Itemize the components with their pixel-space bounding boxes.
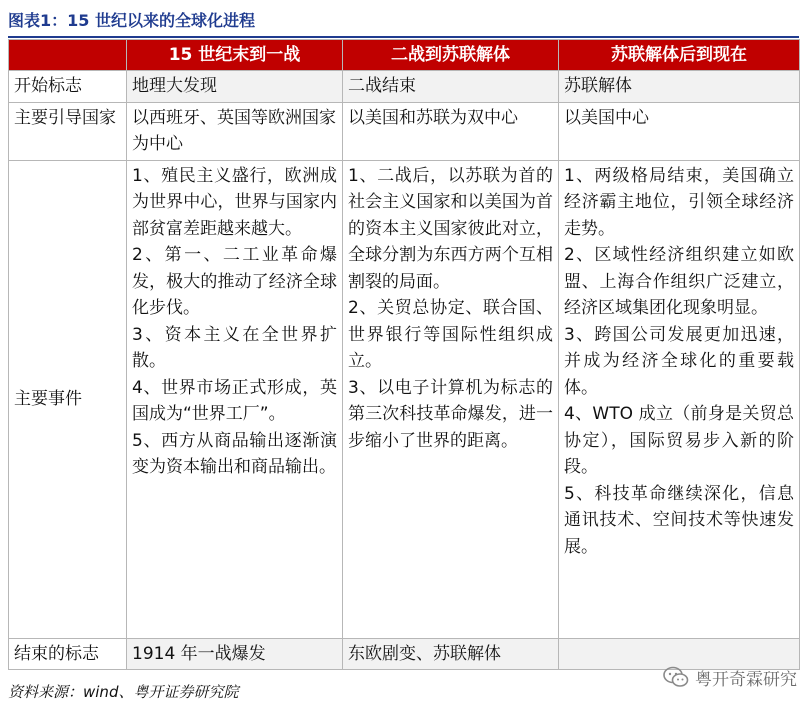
event-item: 3、跨国公司发展更加迅速，并成为经济全球化的重要载体。: [564, 324, 794, 398]
event-item: 2、第一、二工业革命爆发，极大的推动了经济全球化步伐。: [132, 245, 337, 318]
source-note: 资料来源：wind、粤开证券研究院: [8, 683, 239, 701]
cell-events-1: [127, 160, 343, 638]
wechat-icon: [663, 666, 689, 688]
row-label-events: 主要事件: [9, 160, 127, 638]
row-leaders: [9, 102, 800, 160]
event-item: 5、科技革命继续深化，信息通讯技术、空间技术等快速发展。: [564, 483, 794, 557]
watermark: [663, 662, 797, 692]
cell-end-1: 1914 年一战爆发: [127, 638, 343, 670]
header-period-2: 二战到苏联解体: [343, 40, 559, 71]
cell-leaders-1: 以西班牙、英国等欧洲国家为中心: [127, 102, 343, 160]
cell-start-2: 二战结束: [343, 71, 559, 103]
cell-leaders-2: 以美国和苏联为双中心: [343, 102, 559, 160]
row-label-end: 结束的标志: [9, 638, 127, 670]
event-item: 4、WTO 成立（前身是关贸总协定），国际贸易步入新的阶段。: [564, 404, 794, 477]
header-period-1: 15 世纪末到一战: [127, 40, 343, 71]
cell-events-3: [559, 160, 800, 638]
cell-leaders-3: 以美国中心: [559, 102, 800, 160]
event-item: 3、资本主义在全世界扩散。: [132, 324, 337, 371]
row-label-start: 开始标志: [9, 71, 127, 103]
cell-start-3: 苏联解体: [559, 71, 800, 103]
cell-events-2: [343, 160, 559, 638]
event-item: 4、世界市场正式形成，英国成为“世界工厂”。: [132, 377, 337, 424]
event-item: 1、两级格局结束，美国确立经济霸主地位，引领全球经济走势。: [564, 165, 794, 239]
title-rule: [8, 36, 799, 38]
event-item: 2、区域性经济组织建立如欧盟、上海合作组织广泛建立，经济区域集团化现象明显。: [564, 245, 794, 318]
header-corner: [9, 40, 127, 71]
figure-title: 图表1：15 世纪以来的全球化进程: [8, 11, 255, 30]
event-item: 3、以电子计算机为标志的第三次科技革命爆发，进一步缩小了世界的距离。: [348, 377, 553, 451]
event-item: 2、关贸总协定、联合国、世界银行等国际性组织成立。: [348, 298, 553, 371]
cell-end-2: 东欧剧变、苏联解体: [343, 638, 559, 670]
row-events: [9, 160, 800, 638]
row-label-leaders: 主要引导国家: [9, 102, 127, 160]
watermark-text: 粤开奇霖研究: [695, 669, 797, 690]
event-item: 5、西方从商品输出逐渐演变为资本输出和商品输出。: [132, 430, 337, 477]
event-item: 1、殖民主义盛行，欧洲成为世界中心，世界与国家内部贫富差距越来越大。: [132, 165, 337, 239]
globalization-table: [8, 39, 800, 670]
header-period-3: 苏联解体后到现在: [559, 40, 800, 71]
event-item: 1、二战后，以苏联为首的社会主义国家和以美国为首的资本主义国家彼此对立，全球分割为东西方两个互相割裂的局面。: [348, 165, 553, 292]
row-start: [9, 71, 800, 103]
header-row: [9, 40, 800, 71]
cell-start-1: 地理大发现: [127, 71, 343, 103]
